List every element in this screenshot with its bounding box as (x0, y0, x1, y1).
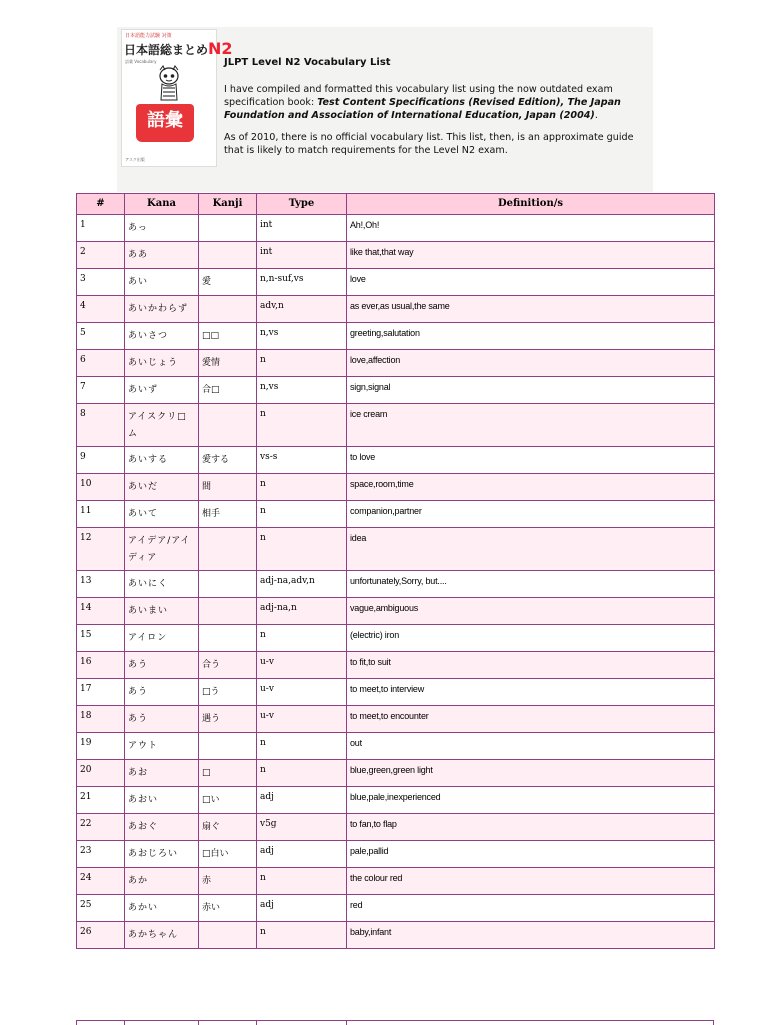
table-row (77, 350, 715, 377)
row-kanji: 赤い (199, 895, 257, 922)
row-type: n (257, 922, 347, 949)
table-row (77, 598, 715, 625)
row-kana: あお (125, 760, 199, 787)
row-type: n,vs (257, 323, 347, 350)
header-type: Type (257, 194, 347, 215)
row-kanji: 合う (199, 652, 257, 679)
table-row (77, 404, 715, 447)
row-definition: sign,signal (347, 377, 715, 404)
row-kanji (199, 242, 257, 269)
row-kanji (199, 733, 257, 760)
table-row (77, 733, 715, 760)
table-row (77, 922, 715, 949)
row-kanji (199, 215, 257, 242)
row-kana: あいて (125, 501, 199, 528)
table-row (77, 652, 715, 679)
row-number: 6 (77, 350, 125, 377)
row-definition: blue,pale,inexperienced (347, 787, 715, 814)
mascot-icon (154, 66, 184, 102)
book-publisher: アスク出版 (125, 157, 145, 162)
row-number: 21 (77, 787, 125, 814)
table-row (77, 787, 715, 814)
next-table-top-edge (76, 1020, 714, 1025)
table-row (77, 215, 715, 242)
table-row (77, 528, 715, 571)
row-number: 8 (77, 404, 125, 447)
row-type: adj (257, 895, 347, 922)
row-number: 17 (77, 679, 125, 706)
row-definition: space,room,time (347, 474, 715, 501)
row-number: 26 (77, 922, 125, 949)
row-type: vs-s (257, 447, 347, 474)
book-title (122, 39, 233, 58)
table-row (77, 571, 715, 598)
book-title-text: 日本語総まとめ (124, 43, 209, 57)
row-definition: greeting,salutation (347, 323, 715, 350)
row-type: adj-na,adv,n (257, 571, 347, 598)
row-number: 24 (77, 868, 125, 895)
row-type: n (257, 474, 347, 501)
row-kanji (199, 528, 257, 571)
row-kana: ああ (125, 242, 199, 269)
row-definition: as ever,as usual,the same (347, 296, 715, 323)
row-kanji (199, 404, 257, 447)
row-kanji: 扇ぐ (199, 814, 257, 841)
row-kana: あかい (125, 895, 199, 922)
intro-paragraph-2: As of 2010, there is no official vocabulary list. This list, then, is an approximate guide that is likely to match requirements for the Level N2 exam. (224, 132, 634, 156)
row-number: 2 (77, 242, 125, 269)
row-type: int (257, 215, 347, 242)
row-definition: to fit,to suit (347, 652, 715, 679)
row-definition: Ah!,Oh! (347, 215, 715, 242)
table-row (77, 760, 715, 787)
row-number: 9 (77, 447, 125, 474)
row-number: 23 (77, 841, 125, 868)
row-type: n,vs (257, 377, 347, 404)
table-row (77, 706, 715, 733)
row-kana: あおじろい (125, 841, 199, 868)
row-number: 20 (77, 760, 125, 787)
row-kanji (199, 598, 257, 625)
row-definition: the colour red (347, 868, 715, 895)
row-type: adj (257, 841, 347, 868)
table-row (77, 447, 715, 474)
row-definition: ice cream (347, 404, 715, 447)
row-kana: あいまい (125, 598, 199, 625)
table-row (77, 895, 715, 922)
table-row (77, 269, 715, 296)
table-row (77, 377, 715, 404)
row-kana: あう (125, 652, 199, 679)
row-kanji: 赤 (199, 868, 257, 895)
row-number: 12 (77, 528, 125, 571)
row-kana: あっ (125, 215, 199, 242)
row-definition: to meet,to encounter (347, 706, 715, 733)
book-level: N2 (208, 39, 233, 58)
table-row (77, 814, 715, 841)
header-number: # (77, 194, 125, 215)
table-row (77, 323, 715, 350)
row-definition: like that,that way (347, 242, 715, 269)
row-definition: blue,green,green light (347, 760, 715, 787)
row-number: 19 (77, 733, 125, 760)
header-definition: Definition/s (347, 194, 715, 215)
row-kanji: 愛 (199, 269, 257, 296)
row-type: u-v (257, 652, 347, 679)
vocabulary-table (76, 193, 715, 949)
page-title: JLPT Level N2 Vocabulary List (224, 57, 391, 68)
row-kanji: □□ (199, 323, 257, 350)
row-kana: あう (125, 706, 199, 733)
row-definition: idea (347, 528, 715, 571)
row-kanji: □ (199, 760, 257, 787)
table-row (77, 625, 715, 652)
intro-para1-source: Test Content Specifications (Revised Edition), The Japan Foundation and Association of International Education, Japan (2004) (224, 97, 621, 121)
row-number: 15 (77, 625, 125, 652)
row-type: adv,n (257, 296, 347, 323)
table-row (77, 841, 715, 868)
row-kana: アイデア/アイディア (125, 528, 199, 571)
row-kanji (199, 922, 257, 949)
row-definition: vague,ambiguous (347, 598, 715, 625)
row-number: 18 (77, 706, 125, 733)
intro-para1-text: I have compiled and formatted this vocabulary list using the now outdated exam specification book: (224, 84, 613, 108)
row-number: 4 (77, 296, 125, 323)
row-number: 5 (77, 323, 125, 350)
row-kanji: 間 (199, 474, 257, 501)
row-type: int (257, 242, 347, 269)
row-type: n (257, 868, 347, 895)
row-kana: あいず (125, 377, 199, 404)
row-kana: あいさつ (125, 323, 199, 350)
row-type: n (257, 350, 347, 377)
row-type: u-v (257, 679, 347, 706)
row-definition: out (347, 733, 715, 760)
row-number: 25 (77, 895, 125, 922)
intro-para1-end: . (594, 110, 598, 121)
row-kana: あい (125, 269, 199, 296)
row-definition: companion,partner (347, 501, 715, 528)
row-definition: baby,infant (347, 922, 715, 949)
table-row (77, 242, 715, 269)
row-number: 7 (77, 377, 125, 404)
row-number: 13 (77, 571, 125, 598)
row-kana: あいかわらず (125, 296, 199, 323)
row-number: 14 (77, 598, 125, 625)
intro-paragraph-1 (224, 83, 644, 122)
row-number: 11 (77, 501, 125, 528)
header-kanji: Kanji (199, 194, 257, 215)
book-cover-image (121, 29, 233, 167)
row-kanji (199, 571, 257, 598)
table-row (77, 868, 715, 895)
intro-panel (117, 27, 653, 192)
book-subtitle: 語彙 Vocabulary (125, 59, 157, 64)
row-kana: あいだ (125, 474, 199, 501)
row-kanji: 合□ (199, 377, 257, 404)
row-type: adj (257, 787, 347, 814)
table-row (77, 296, 715, 323)
row-kanji: □白い (199, 841, 257, 868)
row-kana: あいにく (125, 571, 199, 598)
row-kana: あう (125, 679, 199, 706)
book-topline: 日本語能力試験 対策 (125, 33, 172, 39)
row-kanji (199, 625, 257, 652)
row-number: 22 (77, 814, 125, 841)
row-type: n (257, 733, 347, 760)
row-type: n (257, 625, 347, 652)
row-kana: アウト (125, 733, 199, 760)
row-kana: あおい (125, 787, 199, 814)
row-definition: to meet,to interview (347, 679, 715, 706)
row-kanji: 愛する (199, 447, 257, 474)
row-kanji: □い (199, 787, 257, 814)
row-definition: to fan,to flap (347, 814, 715, 841)
table-body (77, 215, 715, 949)
row-kanji: □う (199, 679, 257, 706)
row-kana: あいする (125, 447, 199, 474)
row-definition: to love (347, 447, 715, 474)
row-kanji: 遇う (199, 706, 257, 733)
row-kana: アイロン (125, 625, 199, 652)
row-kana: アイスクリ□ ム (125, 404, 199, 447)
row-type: n (257, 404, 347, 447)
row-definition: red (347, 895, 715, 922)
row-definition: (electric) iron (347, 625, 715, 652)
row-kanji (199, 296, 257, 323)
row-definition: unfortunately,Sorry, but.... (347, 571, 715, 598)
table-row (77, 679, 715, 706)
row-type: v5g (257, 814, 347, 841)
row-number: 10 (77, 474, 125, 501)
table-row (77, 474, 715, 501)
intro-text (224, 56, 644, 166)
header-kana: Kana (125, 194, 199, 215)
row-type: adj-na,n (257, 598, 347, 625)
row-type: n,n-suf,vs (257, 269, 347, 296)
row-type: n (257, 760, 347, 787)
row-type: n (257, 501, 347, 528)
row-kana: あおぐ (125, 814, 199, 841)
row-type: n (257, 528, 347, 571)
book-vocab-badge: 語彙 (136, 104, 194, 142)
row-number: 3 (77, 269, 125, 296)
row-kana: あか (125, 868, 199, 895)
table-row (77, 501, 715, 528)
row-number: 1 (77, 215, 125, 242)
row-definition: love,affection (347, 350, 715, 377)
row-number: 16 (77, 652, 125, 679)
table-header-row (77, 194, 715, 215)
row-type: u-v (257, 706, 347, 733)
row-definition: pale,pallid (347, 841, 715, 868)
row-kana: あかちゃん (125, 922, 199, 949)
row-definition: love (347, 269, 715, 296)
row-kana: あいじょう (125, 350, 199, 377)
row-kanji: 相手 (199, 501, 257, 528)
row-kanji: 愛情 (199, 350, 257, 377)
